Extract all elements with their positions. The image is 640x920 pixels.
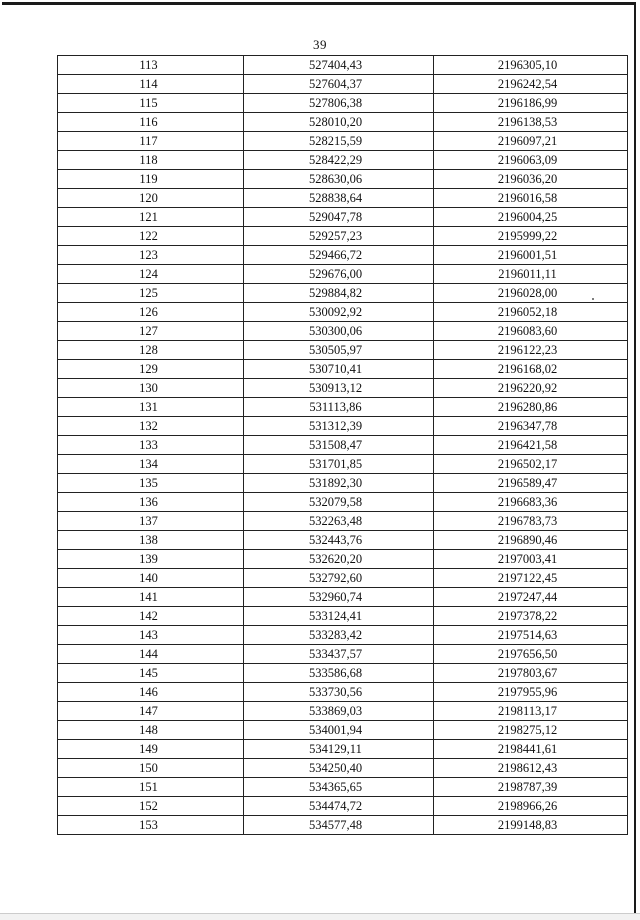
y-coordinate-cell: 2197122,45 — [434, 569, 628, 588]
y-coordinate-cell: 2198275,12 — [434, 721, 628, 740]
table-row — [58, 455, 628, 474]
point-number-cell: 122 — [58, 227, 244, 246]
x-coordinate-cell: 530092,92 — [244, 303, 434, 322]
x-coordinate-cell: 532263,48 — [244, 512, 434, 531]
x-coordinate-cell: 533437,57 — [244, 645, 434, 664]
x-coordinate-cell: 532620,20 — [244, 550, 434, 569]
point-number-cell: 137 — [58, 512, 244, 531]
x-coordinate-cell: 532443,76 — [244, 531, 434, 550]
table-row — [58, 94, 628, 113]
y-coordinate-cell: 2196783,73 — [434, 512, 628, 531]
point-number-cell: 147 — [58, 702, 244, 721]
page-number: 39 — [313, 37, 327, 52]
table-row — [58, 550, 628, 569]
x-coordinate-cell: 528422,29 — [244, 151, 434, 170]
table-row — [58, 170, 628, 189]
x-coordinate-cell: 527806,38 — [244, 94, 434, 113]
y-coordinate-cell: 2196242,54 — [434, 75, 628, 94]
table-row — [58, 702, 628, 721]
point-number-cell: 115 — [58, 94, 244, 113]
point-number-cell: 151 — [58, 778, 244, 797]
x-coordinate-cell: 534001,94 — [244, 721, 434, 740]
table-row — [58, 569, 628, 588]
y-coordinate-cell: 2196305,10 — [434, 56, 628, 75]
point-number-cell: 133 — [58, 436, 244, 455]
point-number-cell: 113 — [58, 56, 244, 75]
y-coordinate-cell: 2195999,22 — [434, 227, 628, 246]
x-coordinate-cell: 528838,64 — [244, 189, 434, 208]
point-number-cell: 129 — [58, 360, 244, 379]
x-coordinate-cell: 529257,23 — [244, 227, 434, 246]
table-row — [58, 512, 628, 531]
point-number-cell: 148 — [58, 721, 244, 740]
table-row — [58, 417, 628, 436]
point-number-cell: 150 — [58, 759, 244, 778]
table-row — [58, 607, 628, 626]
x-coordinate-cell: 528630,06 — [244, 170, 434, 189]
table-row — [58, 721, 628, 740]
table-row — [58, 303, 628, 322]
x-coordinate-cell: 529466,72 — [244, 246, 434, 265]
y-coordinate-cell: 2196683,36 — [434, 493, 628, 512]
table-row — [58, 208, 628, 227]
y-coordinate-cell: 2196016,58 — [434, 189, 628, 208]
table-row — [58, 683, 628, 702]
x-coordinate-cell: 530710,41 — [244, 360, 434, 379]
x-coordinate-cell: 534250,40 — [244, 759, 434, 778]
point-number-cell: 118 — [58, 151, 244, 170]
y-coordinate-cell: 2196122,23 — [434, 341, 628, 360]
y-coordinate-cell: 2196028,00 — [434, 284, 628, 303]
point-number-cell: 141 — [58, 588, 244, 607]
y-coordinate-cell: 2198787,39 — [434, 778, 628, 797]
point-number-cell: 152 — [58, 797, 244, 816]
table-row — [58, 322, 628, 341]
point-number-cell: 114 — [58, 75, 244, 94]
scan-speck — [592, 298, 594, 300]
x-coordinate-cell: 530300,06 — [244, 322, 434, 341]
y-coordinate-cell: 2196004,25 — [434, 208, 628, 227]
table-row — [58, 75, 628, 94]
y-coordinate-cell: 2198113,17 — [434, 702, 628, 721]
y-coordinate-cell: 2198441,61 — [434, 740, 628, 759]
point-number-cell: 130 — [58, 379, 244, 398]
point-number-cell: 127 — [58, 322, 244, 341]
x-coordinate-cell: 530913,12 — [244, 379, 434, 398]
x-coordinate-cell: 533869,03 — [244, 702, 434, 721]
y-coordinate-cell: 2196168,02 — [434, 360, 628, 379]
point-number-cell: 136 — [58, 493, 244, 512]
y-coordinate-cell: 2196220,92 — [434, 379, 628, 398]
x-coordinate-cell: 528010,20 — [244, 113, 434, 132]
point-number-cell: 140 — [58, 569, 244, 588]
table-row — [58, 664, 628, 683]
x-coordinate-cell: 533730,56 — [244, 683, 434, 702]
table-row — [58, 626, 628, 645]
y-coordinate-cell: 2196347,78 — [434, 417, 628, 436]
point-number-cell: 124 — [58, 265, 244, 284]
point-number-cell: 139 — [58, 550, 244, 569]
table-row — [58, 284, 628, 303]
x-coordinate-cell: 531312,39 — [244, 417, 434, 436]
x-coordinate-cell: 529884,82 — [244, 284, 434, 303]
y-coordinate-cell: 2196097,21 — [434, 132, 628, 151]
x-coordinate-cell: 531113,86 — [244, 398, 434, 417]
point-number-cell: 138 — [58, 531, 244, 550]
point-number-cell: 143 — [58, 626, 244, 645]
y-coordinate-cell: 2197656,50 — [434, 645, 628, 664]
x-coordinate-cell: 534577,48 — [244, 816, 434, 835]
point-number-cell: 146 — [58, 683, 244, 702]
x-coordinate-cell: 532079,58 — [244, 493, 434, 512]
y-coordinate-cell: 2196186,99 — [434, 94, 628, 113]
x-coordinate-cell: 531508,47 — [244, 436, 434, 455]
table-row — [58, 531, 628, 550]
table-row — [58, 132, 628, 151]
table-row — [58, 474, 628, 493]
point-number-cell: 119 — [58, 170, 244, 189]
table-row — [58, 645, 628, 664]
table-row — [58, 113, 628, 132]
point-number-cell: 117 — [58, 132, 244, 151]
point-number-cell: 121 — [58, 208, 244, 227]
x-coordinate-cell: 529047,78 — [244, 208, 434, 227]
y-coordinate-cell: 2196421,58 — [434, 436, 628, 455]
x-coordinate-cell: 531892,30 — [244, 474, 434, 493]
x-coordinate-cell: 533283,42 — [244, 626, 434, 645]
table-row — [58, 341, 628, 360]
y-coordinate-cell: 2198612,43 — [434, 759, 628, 778]
y-coordinate-cell: 2196138,53 — [434, 113, 628, 132]
y-coordinate-cell: 2197247,44 — [434, 588, 628, 607]
y-coordinate-cell: 2196280,86 — [434, 398, 628, 417]
point-number-cell: 144 — [58, 645, 244, 664]
table-row — [58, 778, 628, 797]
x-coordinate-cell: 532960,74 — [244, 588, 434, 607]
table-row — [58, 797, 628, 816]
table-row — [58, 588, 628, 607]
y-coordinate-cell: 2196011,11 — [434, 265, 628, 284]
point-number-cell: 142 — [58, 607, 244, 626]
point-number-cell: 135 — [58, 474, 244, 493]
x-coordinate-cell: 527404,43 — [244, 56, 434, 75]
y-coordinate-cell: 2196052,18 — [434, 303, 628, 322]
table-row — [58, 189, 628, 208]
y-coordinate-cell: 2197378,22 — [434, 607, 628, 626]
point-number-cell: 149 — [58, 740, 244, 759]
y-coordinate-cell: 2198966,26 — [434, 797, 628, 816]
table-row — [58, 759, 628, 778]
table-row — [58, 740, 628, 759]
x-coordinate-cell: 532792,60 — [244, 569, 434, 588]
table-row — [58, 56, 628, 75]
x-coordinate-cell: 534129,11 — [244, 740, 434, 759]
table-row — [58, 816, 628, 835]
table-row — [58, 360, 628, 379]
point-number-cell: 132 — [58, 417, 244, 436]
coordinates-table — [57, 55, 628, 835]
x-coordinate-cell: 528215,59 — [244, 132, 434, 151]
x-coordinate-cell: 533586,68 — [244, 664, 434, 683]
x-coordinate-cell: 529676,00 — [244, 265, 434, 284]
y-coordinate-cell: 2196890,46 — [434, 531, 628, 550]
point-number-cell: 134 — [58, 455, 244, 474]
point-number-cell: 153 — [58, 816, 244, 835]
y-coordinate-cell: 2196001,51 — [434, 246, 628, 265]
table-row — [58, 398, 628, 417]
point-number-cell: 131 — [58, 398, 244, 417]
table-row — [58, 493, 628, 512]
x-coordinate-cell: 534365,65 — [244, 778, 434, 797]
table-row — [58, 436, 628, 455]
x-coordinate-cell: 531701,85 — [244, 455, 434, 474]
point-number-cell: 126 — [58, 303, 244, 322]
table-row — [58, 227, 628, 246]
point-number-cell: 128 — [58, 341, 244, 360]
coordinates-table-body — [58, 56, 628, 835]
y-coordinate-cell: 2196063,09 — [434, 151, 628, 170]
y-coordinate-cell: 2197955,96 — [434, 683, 628, 702]
table-row — [58, 265, 628, 284]
y-coordinate-cell: 2196502,17 — [434, 455, 628, 474]
point-number-cell: 125 — [58, 284, 244, 303]
x-coordinate-cell: 534474,72 — [244, 797, 434, 816]
point-number-cell: 120 — [58, 189, 244, 208]
x-coordinate-cell: 533124,41 — [244, 607, 434, 626]
table-row — [58, 246, 628, 265]
x-coordinate-cell: 527604,37 — [244, 75, 434, 94]
y-coordinate-cell: 2196036,20 — [434, 170, 628, 189]
y-coordinate-cell: 2197514,63 — [434, 626, 628, 645]
y-coordinate-cell: 2197003,41 — [434, 550, 628, 569]
point-number-cell: 123 — [58, 246, 244, 265]
y-coordinate-cell: 2196589,47 — [434, 474, 628, 493]
y-coordinate-cell: 2196083,60 — [434, 322, 628, 341]
table-row — [58, 151, 628, 170]
table-row — [58, 379, 628, 398]
point-number-cell: 145 — [58, 664, 244, 683]
y-coordinate-cell: 2197803,67 — [434, 664, 628, 683]
y-coordinate-cell: 2199148,83 — [434, 816, 628, 835]
point-number-cell: 116 — [58, 113, 244, 132]
x-coordinate-cell: 530505,97 — [244, 341, 434, 360]
